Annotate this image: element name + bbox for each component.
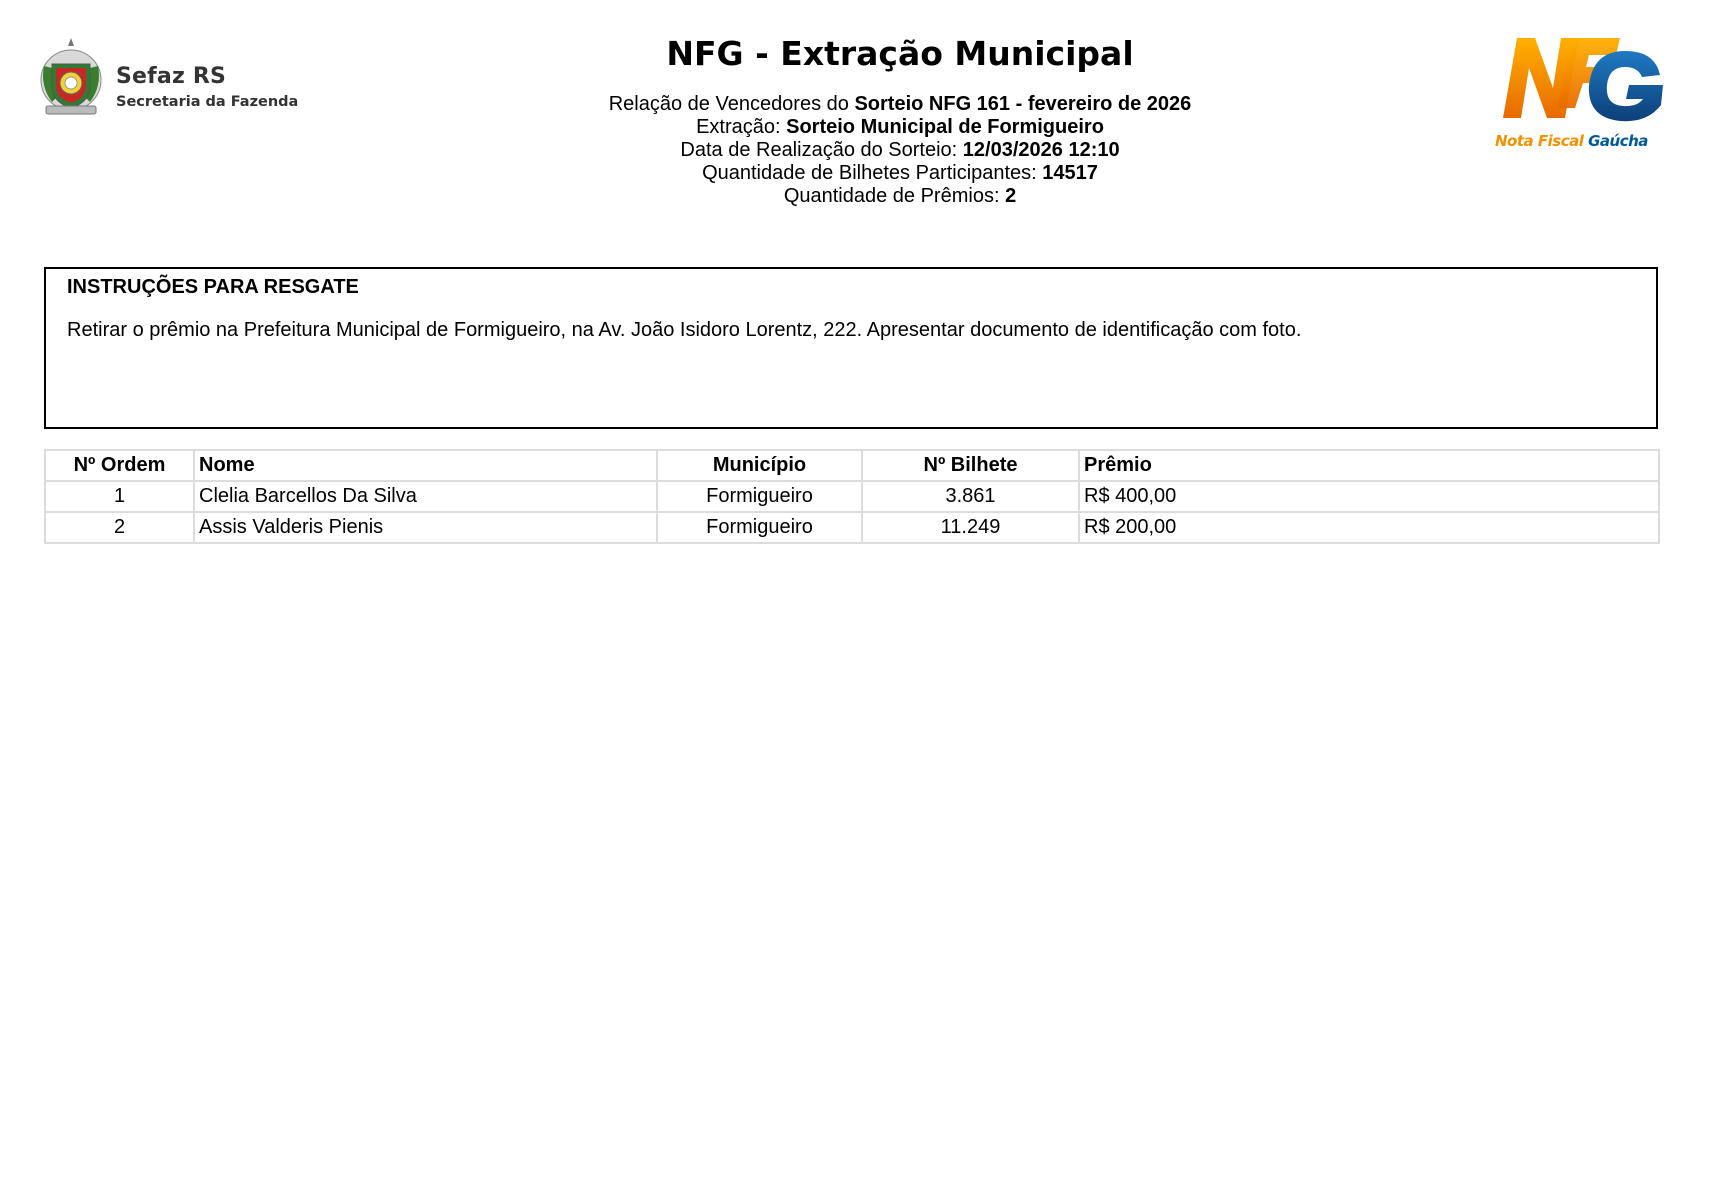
- cell-order: 1: [45, 481, 194, 512]
- header-line-date: [0, 139, 1713, 162]
- cell-prize: R$ 200,00: [1079, 512, 1659, 543]
- tickets-label: Quantidade de Bilhetes Participantes:: [702, 162, 1043, 184]
- sefaz-name: Sefaz RS: [116, 64, 227, 89]
- sefaz-subtitle: Secretaria da Fazenda: [116, 94, 299, 110]
- column-header-prize: Prêmio: [1079, 450, 1659, 481]
- header-line-extraction: [0, 116, 1713, 139]
- instructions-heading: INSTRUÇÕES PARA RESGATE: [67, 276, 359, 298]
- cell-name: Assis Valderis Pienis: [194, 512, 657, 543]
- column-header-order: Nº Ordem: [45, 450, 194, 481]
- cell-municipality: Formigueiro: [657, 512, 862, 543]
- prizes-count: 2: [1005, 185, 1017, 207]
- winners-label: Relação de Vencedores do: [608, 93, 855, 115]
- instructions-text: Retirar o prêmio na Prefeitura Municipal de Formigueiro, na Av. João Isidoro Lorentz, 222. Apresentar documento de identificação com foto.: [67, 319, 1302, 341]
- date-label: Data de Realização do Sorteio:: [680, 139, 963, 161]
- winners-table: [44, 449, 1660, 544]
- header-line-winners: [0, 93, 1713, 116]
- extraction-name: Sorteio Municipal de Formigueiro: [786, 116, 1104, 138]
- cell-order: 2: [45, 512, 194, 543]
- draw-name: Sorteio NFG 161 - fevereiro de 2026: [854, 93, 1192, 115]
- page-title: NFG - Extração Municipal: [666, 34, 1134, 73]
- tickets-count: 14517: [1042, 162, 1098, 184]
- cell-name: Clelia Barcellos Da Silva: [194, 481, 657, 512]
- cell-ticket: 11.249: [862, 512, 1079, 543]
- nfg-mark-icon: [1495, 33, 1670, 133]
- header-line-prizes: [0, 185, 1713, 208]
- header-line-tickets: [0, 162, 1713, 185]
- column-header-municipality: Município: [657, 450, 862, 481]
- nfg-tagline: [1495, 132, 1648, 150]
- column-header-ticket: Nº Bilhete: [862, 450, 1079, 481]
- cell-prize: R$ 400,00: [1079, 481, 1659, 512]
- cell-ticket: 3.861: [862, 481, 1079, 512]
- table-row: [45, 481, 1659, 512]
- nfg-tagline-part2: Gaúcha: [1588, 132, 1648, 150]
- table-row: [45, 512, 1659, 543]
- cell-municipality: Formigueiro: [657, 481, 862, 512]
- column-header-name: Nome: [194, 450, 657, 481]
- prizes-label: Quantidade de Prêmios:: [783, 185, 1006, 207]
- nfg-tagline-part1: Nota Fiscal: [1495, 132, 1584, 150]
- table-header-row: [45, 450, 1659, 481]
- nfg-logo: [1495, 33, 1670, 158]
- instructions-box: [44, 267, 1658, 429]
- extraction-label: Extração:: [696, 116, 787, 138]
- draw-date: 12/03/2026 12:10: [962, 139, 1120, 161]
